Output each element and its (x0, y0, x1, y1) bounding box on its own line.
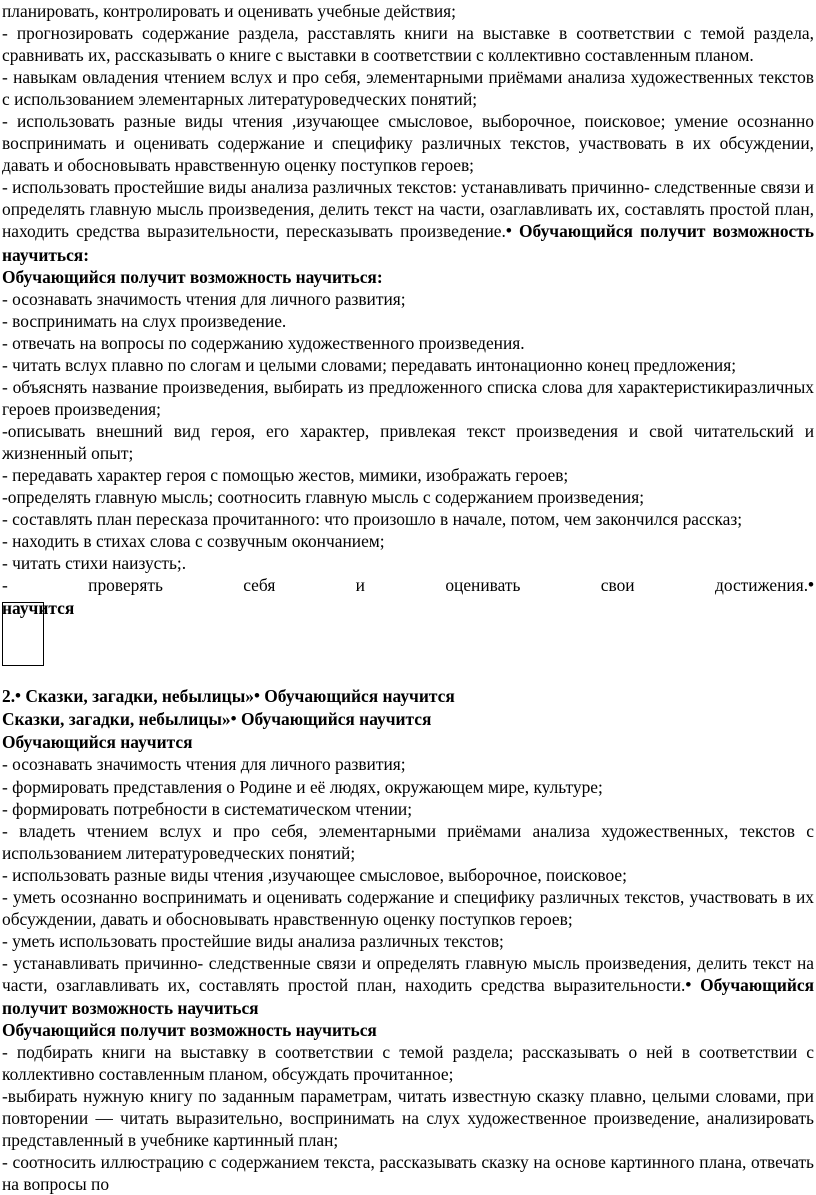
bullet-icon: • (505, 221, 512, 241)
list-item: -описывать внешний вид героя, его характер, привлекая текст произведения и свой читательский и жизненный опыт; (2, 420, 814, 463)
list-item: - уметь осознанно воспринимать и оценивать содержание и специфику различных текстов, участвовать в их обсуждении, давать и обосновывать нравственную оценку поступков героев; (2, 886, 814, 929)
bullet-icon: • (230, 709, 237, 729)
list-item: -определять главную мысль; соотносить главную мысль с содержанием произведения; (2, 487, 645, 508)
list-item: - объяснять название произведения, выбирать из предложенного списка слова для характеристикиразличных героев произведения; (2, 376, 814, 419)
bullet-icon: • (15, 686, 21, 706)
list-item: - соотносить иллюстрацию с содержанием текста, рассказывать сказку на основе картинного плана, отвечать на вопросы по (2, 1152, 814, 1195)
section-heading-tail: Обучающийся научится (259, 686, 455, 707)
list-item: - воспринимать на слух произведение. (2, 310, 287, 331)
section-title: Сказки, загадки, небылицы» (21, 686, 254, 707)
section-number: 2. (2, 686, 16, 707)
section-subheading: Обучающийся получит возможность научиться (2, 1020, 377, 1041)
document-body (2, 0, 814, 1195)
list-item: - формировать потребности в систематическом чтении; (2, 798, 413, 819)
paragraph (2, 176, 814, 265)
spacer (2, 619, 814, 685)
list-item: - уметь использовать простейшие виды анализа различных текстов; (2, 930, 504, 951)
list-item: - осознавать значимость чтения для личного развития; (2, 754, 406, 775)
paragraph: - прогнозировать содержание раздела, расставлять книги на выставке в соответствии с темой раздела, сравнивать их, рассказывать о книге с выставки в соответствии с коллективно составленным планом. (2, 23, 814, 66)
paragraph: - навыкам овладения чтением вслух и про себя, элементарными приёмами анализа художественных текстов с использованием элементарных литературоведческих понятий; (2, 67, 814, 110)
paragraph-text: - использовать простейшие виды анализа различных текстов: устанавливать причинно- следственные связи и определять главную мысль произведения, делить текст на части, озаглавливать их, составлять простой план, находить средства выразительности, пересказывать произведение. (2, 177, 814, 242)
section-subheading: Обучающийся научится (2, 732, 193, 753)
section-title: Сказки, загадки, небылицы» (2, 709, 231, 730)
list-item: - использовать разные виды чтения ,изучающее смысловое, выборочное, поисковое; (2, 864, 627, 885)
list-item: - читать вслух плавно по слогам и целыми словами; передавать интонационно конец предложения; (2, 354, 737, 375)
list-item: - владеть чтением вслух и про себя, элементарными приёмами анализа художественных, текстов с использованием литературоведческих понятий; (2, 820, 814, 863)
section-heading (2, 685, 814, 708)
list-item: - отвечать на вопросы по содержанию художественного произведения. (2, 332, 525, 353)
list-item (2, 574, 814, 597)
section-heading-tail: Обучающийся научится (236, 709, 432, 730)
list-item-text: - устанавливать причинно- следственные связи и определять главную мысль произведения, делить текст на части, озаглавливать их, составлять простой план, находить средства выразительности. (2, 952, 814, 995)
list-item: - осознавать значимость чтения для личного развития; (2, 288, 406, 309)
list-item: - передавать характер героя с помощью жестов, мимики, изображать героев; (2, 464, 569, 485)
list-item: - читать стихи наизусть;. (2, 553, 187, 574)
list-item: -выбирать нужную книгу по заданным параметрам, читать известную сказку плавно, целыми словами, при повторении — читать выразительно, воспринимать на слух художественное произведение, анализировать представленный в учебнике картинный план; (2, 1086, 814, 1151)
bullet-icon: • (253, 686, 260, 706)
bold-word: научится (2, 598, 75, 619)
bullet-icon: • (808, 575, 814, 595)
bullet-icon: • (685, 974, 692, 994)
list-item: - подбирать книги на выставку в соответствии с темой раздела; рассказывать о ней в соответствии с коллективно составленным планом, обсуждать прочитанное; (2, 1042, 814, 1085)
section-heading (2, 708, 814, 731)
list-item: - формировать представления о Родине и её людях, окружающем мире, культуре; (2, 776, 603, 797)
list-item (2, 952, 814, 1019)
list-item-text: - проверять себя и оценивать свои достижения. (2, 575, 809, 596)
list-item: - находить в стихах слова с созвучным окончанием; (2, 531, 385, 552)
text-line: планировать, контролировать и оценивать учебные действия; (2, 1, 456, 21)
bold-heading: Обучающийся получит возможность научиться (2, 974, 814, 1018)
section-subheading: Обучающийся получит возможность научиться: (2, 266, 383, 287)
list-item: - составлять план пересказа прочитанного: что произошло в начале, потом, чем закончился рассказ; (2, 509, 743, 530)
empty-frame-box (2, 602, 44, 666)
bold-heading: Обучающийся получит возможность научиться: (2, 221, 814, 265)
paragraph: - использовать разные виды чтения ,изучающее смысловое, выборочное, поисковое; умение осознанно воспринимать и оценивать содержание и специфику различных текстов, участвовать в их обсуждении, давать и обосновывать нравственную оценку поступков героев; (2, 111, 814, 176)
